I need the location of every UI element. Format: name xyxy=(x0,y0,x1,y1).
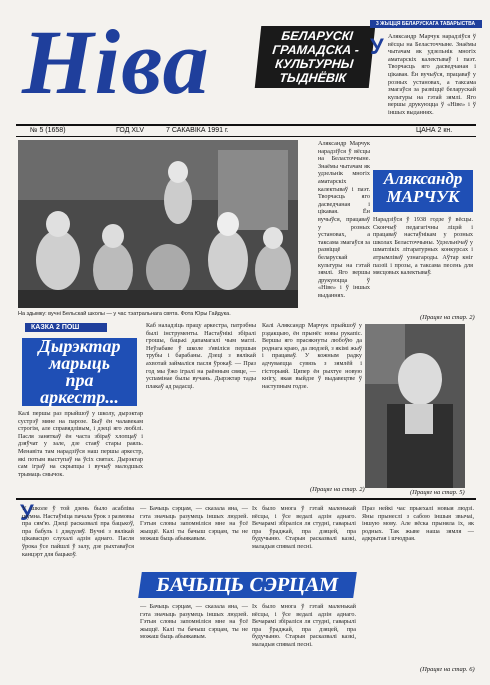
middle-article-text: Каб наладзіць працу аркестра, патрэбны былі інструменты. Настаўнікі збіралі грошы, бацькі дапамагалі чым маглі. Неўзабаве ў школе з'явіліся першыя трубы і барабаны. Дзеці з вялікай ахвотай займаліся пасля ўрокаў. — Праз год мы ўжо ігралі на раённым свяце, — успамінае былы вучань. Дырэктар тады плакаў ад радасці. xyxy=(146,322,256,390)
bottom-continued: (Працяг на стар. 6) xyxy=(420,666,475,673)
orchestra-head-line4: аркестр... xyxy=(40,387,119,407)
orchestra-head-line1: Дырэктар xyxy=(38,336,121,356)
portrait-caption: (Працяг на стар. 5) xyxy=(410,489,465,496)
orchestra-head-line2: марыць xyxy=(48,353,111,373)
main-photo xyxy=(18,140,298,308)
issue-price: ЦАНА 2 кн. xyxy=(416,127,453,134)
portrait-image xyxy=(365,324,465,488)
orchestra-headline xyxy=(22,338,137,406)
center-rubric: КАЗКА 2 ПОШ xyxy=(25,323,107,332)
bottom-col4-text: Праз нейкі час прыехалі новыя людзі. Яны прынеслі з сабою іншыя звычаі, іншую мову. Але вёска прыняла іх, як родных. Так жыве наша зямля — адкрытая і шчодрая. xyxy=(362,505,474,543)
marchuk-continued: (Працяг на стар. 2) xyxy=(420,314,475,321)
orchestra-head-line3: пра xyxy=(65,370,94,390)
bottom-col2b-text: — Бачыць сэрцам, — сказала яна, — гэта значыць разумець іншых людзей. Гэтыя словы запомніліся мне на ўсё жыццё. Калі ты бачыш сэрцам, ты не можаш быць абыякавым. xyxy=(140,603,248,641)
issue-year: ГОД XLV xyxy=(116,127,145,134)
right-article-continued: (Працяг на стар. 2) xyxy=(310,486,365,493)
bottom-col1-text: У школе ў той дзень было асабліва шумна. Настаўніца пачала ўрок з размовы пра сям'ю. Дзеці расказвалі пра бацькоў, пра бабуль і дзядуляў. Вучні з вялікай цікавасцю слухалі адзін аднаго. Пасля ўрока ўсе пайшлі ў залу, дзе рыхтаваўся канцэрт для бацькоў. xyxy=(22,505,134,558)
bottom-col3-text: Іх было многа ў гэтай маленькай вёсцы, і ўсе ведалі адзін аднаго. Вечарамі збіраліся ля студні, гаварылі пра ўраджай, пра дзяцей, пра будучыню. Старыя расказвалі казкі, маладыя спявалі песні. xyxy=(252,505,356,550)
top-right-text: Аляксандр Марчук нарадзіўся ў вёсцы на Беласточчыне. Знаёмы чытачам як удзельнік многіх аматарскіх калектываў і паэт. Творчасць яго дасведчаная і цікавая. Ён вучыўся, працаваў у розных установах, а таксама змагаўся за развіццё беларускай культуры на гэтай зямлі. Яго вершы друкуюцца ў «Ніве» і ў іншых выданнях. xyxy=(388,33,476,115)
marchuk-headline xyxy=(373,170,473,212)
bottom-headline: БАЧЫЦЬ СЭРЦАМ xyxy=(138,572,357,598)
bottom-col2-text: — Бачыць сэрцам, — сказала яна, — гэта значыць разумець іншых людзей. Гэтыя словы запомніліся мне на ўсё жыццё. Калі ты бачыш сэрцам, ты не можаш быць абыякавым. xyxy=(140,505,248,543)
photo-children-image xyxy=(18,140,298,308)
section-divider xyxy=(16,498,476,500)
orchestra-article-text: Калі першы раз прыйшоў у школу, дырэктар сустрэў мяне на парозе. Быў ён чалавекам строгім, але справядлівым, і дзеці яго любілі. Пасля заняткаў ён часта збіраў хлопцаў і дзяўчат у зале, дзе стаяў стары раяль. Менавіта там нарадзіўся наш першы аркестр, які потым выступаў на ўсіх святах. Дырэктар сам іграў на скрыпцы і вучыў малодшых трымаць смычок. xyxy=(18,410,143,478)
marchuk-text: Нарадзіўся ў 1938 годзе ў вёсцы. Скончыў педагагічны ліцэй і працаваў настаўнікам у розных школах Беласточчыны. Удзельнічаў у шматлікіх літаратурных конкурсах і атрымліваў узнагароды. Аўтар кніг паэзіі і прозы, а таксама песень для мясцовых калектываў. xyxy=(373,216,473,277)
top-right-rubric: 3 ЖЫЦЦЯ БЕЛАРУСКАГА ТАВАРЫСТВА xyxy=(370,20,482,28)
right-article-text: Калі Аляксандр Марчук прыйшоў у рэдакцыю, ён прынёс новы рукапіс. Вершы яго прасякнуты любоўю да роднага краю, да людзей, з якімі жыў і працаваў. У кожным радку адчуваецца сувязь з зямлёй і гісторыяй. Цяпер ён рыхтуе новую кнігу, якая выйдзе ў выдавецтве ў наступным годзе. xyxy=(262,322,362,390)
marchuk-head-line1: Аляксандр xyxy=(383,169,463,188)
masthead-title: Ніва xyxy=(22,11,210,113)
bottom-col3b-text: Іх было многа ў гэтай маленькай вёсцы, і ўсе ведалі адзін аднаго. Вечарамі збіраліся ля студні, гаварылі пра ўраджай, пра дзяцей, пра будучыню. Старыя расказвалі казкі, маладыя спявалі песні. xyxy=(252,603,356,648)
bottom-dropcap: У xyxy=(20,500,34,525)
portrait-photo xyxy=(365,324,465,488)
issue-bar xyxy=(16,124,476,137)
marchuk-side-text: Аляксандр Марчук нарадзіўся ў вёсцы на Беласточчыне. Знаёмы чытачам як удзельнік многіх аматарскіх калектываў і паэт. Творчасць яго дасведчаная і цікавая. Ён вучыўся, працаваў у розных установах, а таксама змагаўся за развіццё беларускай культуры на гэтай зямлі. Яго вершы друкуюцца ў «Ніве» і ў іншых выданнях. xyxy=(318,140,370,299)
issue-number: № 5 (1658) xyxy=(30,127,66,134)
masthead-tagline: БЕЛАРУСКІ ГРАМАДСКА - КУЛЬТУРНЫ ТЫДНЁВІК xyxy=(255,26,376,88)
issue-date: 7 САКАВІКА 1991 г. xyxy=(166,127,229,134)
photo-caption: На здымку: вучні Бельскай школы — у час тэатральнага свята. Фота Юры Гайдука. xyxy=(18,311,231,317)
dropcap-letter: У xyxy=(370,34,384,59)
marchuk-head-line2: МАРЧУК xyxy=(386,187,460,206)
